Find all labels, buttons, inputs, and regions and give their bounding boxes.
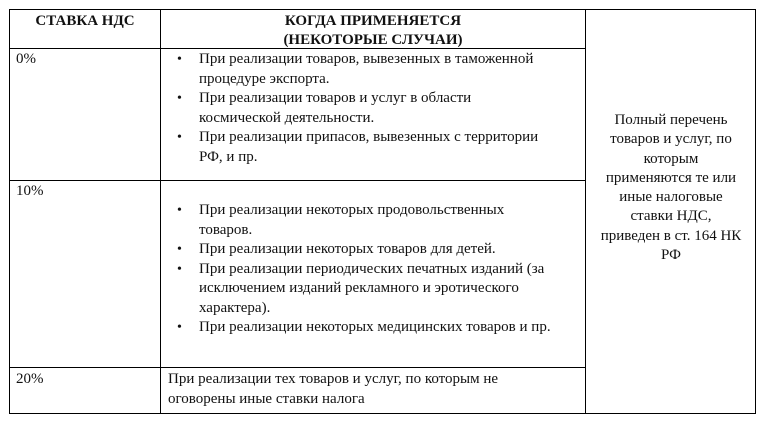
- list-item: • При реализации припасов, вывезенных с территории РФ, и пр.: [199, 128, 556, 167]
- default-rate-text: При реализации тех товаров и услуг, по которым не оговорены иные ставки налога: [168, 371, 499, 407]
- header-when-line1: КОГДА ПРИМЕНЯЕТСЯ: [284, 13, 462, 29]
- rate-cell-0: [16, 50, 156, 70]
- case-list-10: [161, 201, 581, 338]
- list-item: • При реализации товаров, вывезенных в таможенной процедуре экспорта.: [199, 50, 556, 89]
- when-cell-20: [168, 370, 548, 409]
- when-cell-0: [161, 50, 556, 167]
- header-when: [161, 12, 585, 50]
- case-list-0: [161, 50, 556, 167]
- rate-cell-20: [16, 370, 156, 390]
- list-item: • При реализации некоторых товаров для детей.: [199, 240, 581, 260]
- col-divider-2: [585, 10, 586, 413]
- rate-value: 0%: [16, 51, 36, 67]
- vat-rates-table: [9, 9, 756, 414]
- row-divider-0: [10, 180, 585, 181]
- list-item: • При реализации некоторых медицинских товаров и пр.: [199, 318, 579, 338]
- list-item: • При реализации товаров и услуг в области космической деятельности.: [199, 89, 556, 128]
- header-rate-label: СТАВКА НДС: [35, 13, 135, 29]
- side-note-cell: [600, 111, 742, 265]
- side-note-text: Полный перечень товаров и услуг, по которым применяются те или иные налоговые ставки НДС, приведен в ст. 164 НК РФ: [600, 112, 742, 264]
- rate-cell-10: [16, 182, 156, 202]
- rate-value: 20%: [16, 371, 44, 387]
- when-cell-10: [161, 201, 581, 338]
- rate-value: 10%: [16, 183, 44, 199]
- row-divider-10: [10, 367, 585, 368]
- header-rate: [10, 12, 160, 31]
- list-item: • При реализации периодических печатных изданий (за исключением изданий рекламного и эротического характера).: [199, 260, 579, 319]
- header-when-line2: (НЕКОТОРЫЕ СЛУЧАИ): [283, 32, 463, 48]
- list-item: • При реализации некоторых продовольственных товаров.: [199, 201, 559, 240]
